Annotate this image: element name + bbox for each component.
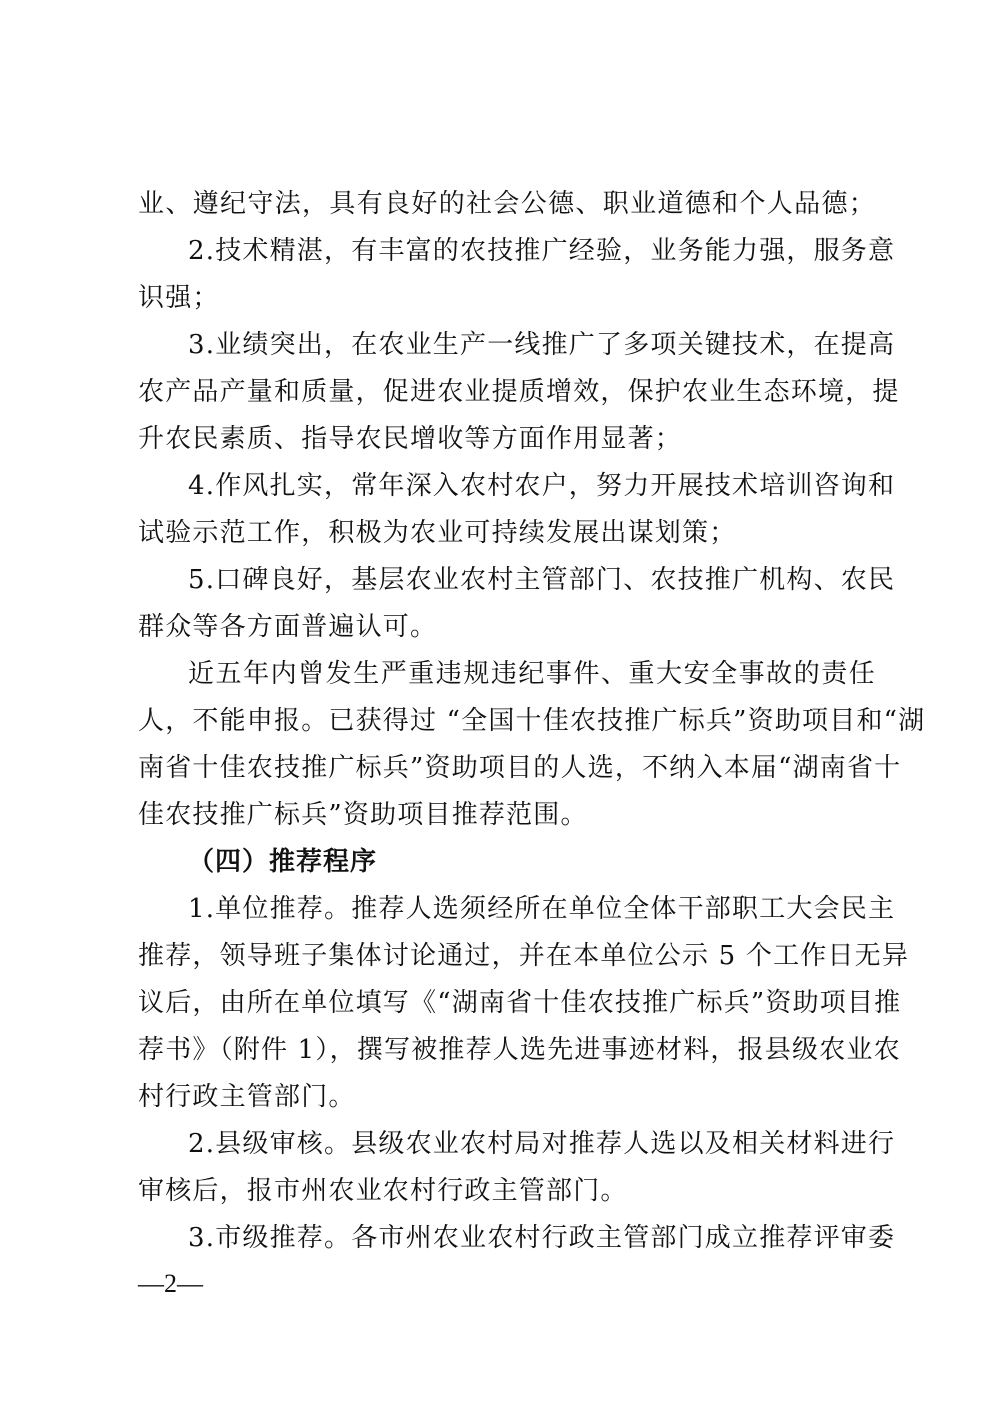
text-line: 佳农技推广标兵”资助项目推荐范围。	[138, 800, 588, 830]
text-line: 3.业绩突出，在农业生产一线推广了多项关键技术，在提高	[188, 330, 896, 360]
text-line: 南省十佳农技推广标兵”资助项目的人选，不纳入本届“湖南省十	[138, 753, 902, 783]
text-line: 推荐，领导班子集体讨论通过，并在本单位公示 5 个工作日无异	[138, 941, 910, 971]
text-line: 升农民素质、指导农民增收等方面作用显著；	[138, 424, 683, 454]
text-line: 近五年内曾发生严重违规违纪事件、重大安全事故的责任	[188, 659, 876, 689]
text-line: 群众等各方面普遍认可。	[138, 612, 438, 642]
text-line: 5.口碑良好，基层农业农村主管部门、农技推广机构、农民	[188, 565, 896, 595]
text-line: 试验示范工作，积极为农业可持续发展出谋划策；	[138, 518, 737, 548]
text-line: 识强；	[138, 283, 220, 313]
text-line: 2.县级审核。县级农业农村局对推荐人选以及相关材料进行	[188, 1129, 896, 1159]
text-line: 3.市级推荐。各市州农业农村行政主管部门成立推荐评审委	[188, 1223, 896, 1253]
page-number: —2—	[138, 1269, 203, 1298]
text-line: 农产品产量和质量，促进农业提质增效，保护农业生态环境，提	[138, 377, 900, 407]
text-line: 1.单位推荐。推荐人选须经所在单位全体干部职工大会民主	[188, 894, 896, 924]
text-line: 审核后，报市州农业农村行政主管部门。	[138, 1176, 628, 1206]
text-line: 议后，由所在单位填写《“湖南省十佳农技推广标兵”资助项目推	[138, 988, 902, 1018]
text-line: 村行政主管部门。	[138, 1082, 356, 1112]
text-line: 人，不能申报。已获得过 “全国十佳农技推广标兵”资助项目和“湖	[138, 706, 926, 736]
text-line: 业、遵纪守法，具有良好的社会公德、职业道德和个人品德；	[138, 189, 876, 219]
text-line: 荐书》（附件 1），撰写被推荐人选先进事迹材料，报县级农业农	[138, 1035, 901, 1065]
section-heading: （四）推荐程序	[188, 847, 378, 877]
text-line: 4.作风扎实，常年深入农村农户，努力开展技术培训咨询和	[188, 471, 896, 501]
text-line: 2.技术精湛，有丰富的农技推广经验，业务能力强，服务意	[188, 236, 896, 266]
